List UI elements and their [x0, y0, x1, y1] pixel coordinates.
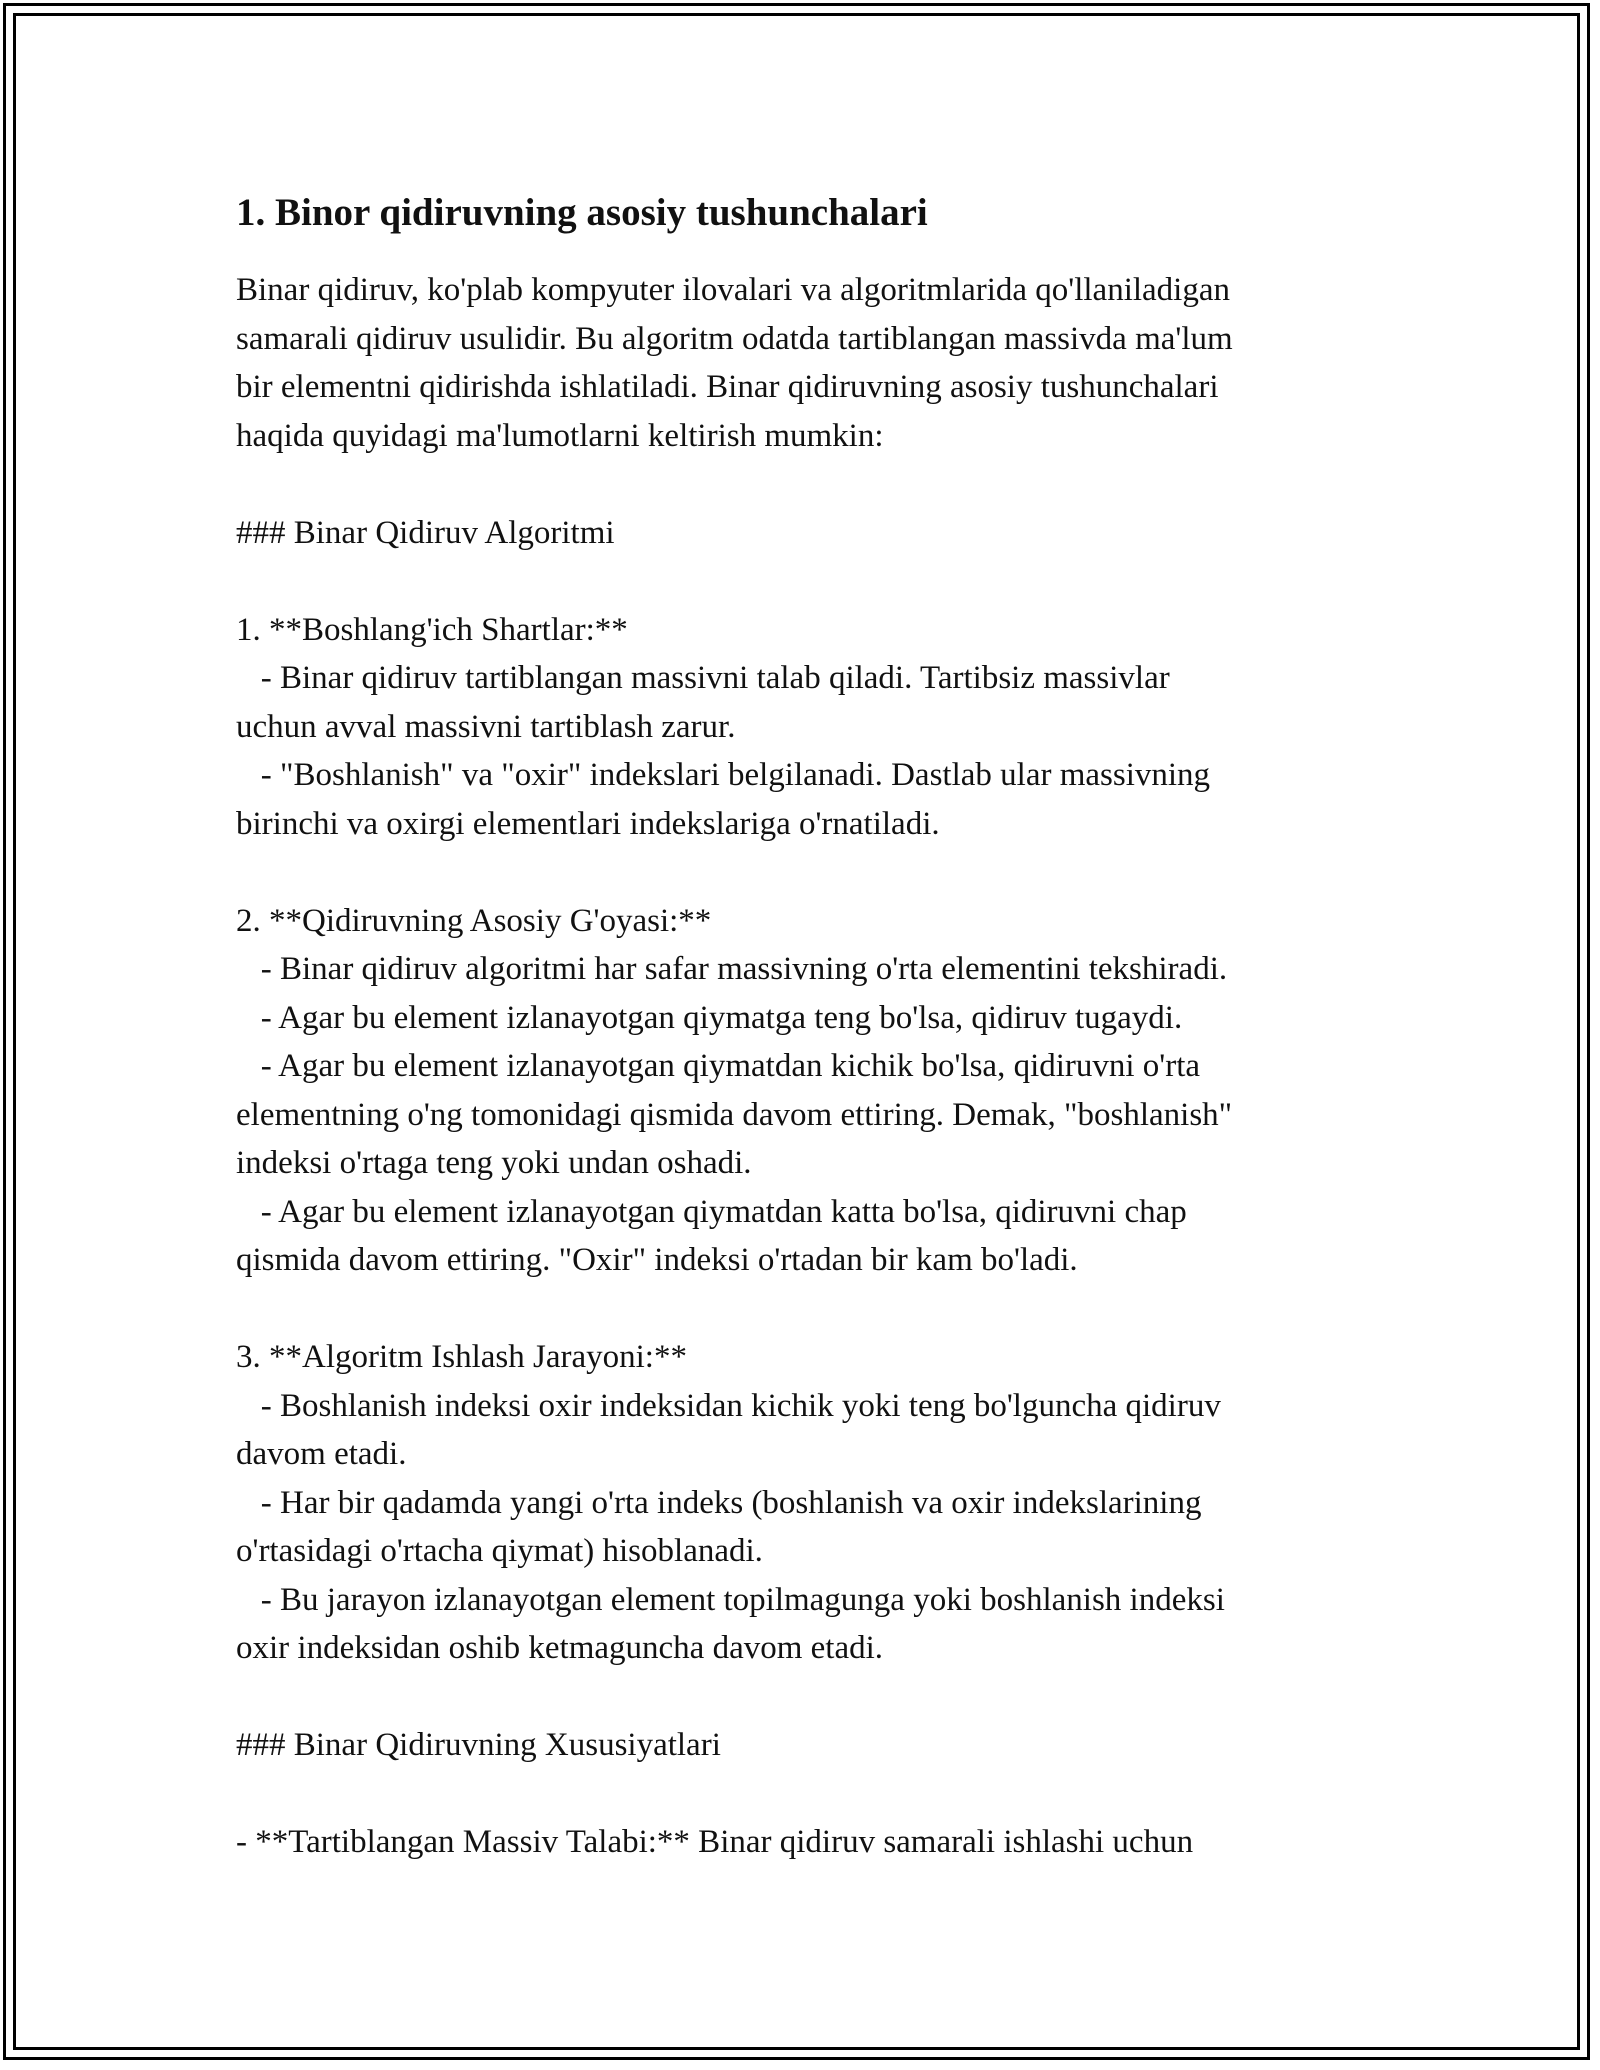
document-title: 1. Binor qidiruvning asosiy tushunchalari	[236, 191, 928, 234]
document-content	[236, 186, 1366, 1867]
document-body: Binar qidiruv, ko'plab kompyuter ilovalari va algoritmlarida qo'llaniladigan samarali qidiruv usulidir. Bu algoritm odatda tartiblangan massivda ma'lum bir elementni qidirishda ishlatiladi. Binar qidiruvning asosiy tushunchalari haqida quyidagi ma'lumotlarni keltirish mumkin: ### Binar Qidiruv Algoritmi 1. **Boshlang'ich Shartlar:** - Binar qidiruv tartiblangan massivni talab qiladi. Tartibsiz massivlar uchun avval massivni tartiblash zarur. - "Boshlanish" va "oxir" indekslari belgilanadi. Dastlab ular massivning birinchi va oxirgi elementlari indekslariga o'rnatiladi. 2. **Qidiruvning Asosiy G'oyasi:** - Binar qidiruv algoritmi har safar massivning o'rta elementini tekshiradi. - Agar bu element izlanayotgan qiymatga teng bo'lsa, qidiruv tugaydi. - Agar bu element izlanayotgan qiymatdan kichik bo'lsa, qidiruvni o'rta elementning o'ng tomonidagi qismida davom ettiring. Demak, "boshlanish" indeksi o'rtaga teng yoki undan oshadi. - Agar bu element izlanayotgan qiymatdan katta bo'lsa, qidiruvni chap qismida davom ettiring. "Oxir" indeksi o'rtadan bir kam bo'ladi. 3. **Algoritm Ishlash Jarayoni:** - Boshlanish indeksi oxir indeksidan kichik yoki teng bo'lguncha qidiruv davom etadi. - Har bir qadamda yangi o'rta indeks (boshlanish va oxir indekslarining o'rtasidagi o'rtacha qiymat) hisoblanadi. - Bu jarayon izlanayotgan element topilmagunga yoki boshlanish indeksi oxir indeksidan oshib ketmaguncha davom etadi. ### Binar Qidiruvning Xususiyatlari - **Tartiblangan Massiv Talabi:** Binar qidiruv samarali ishlashi uchun	[236, 272, 1233, 1860]
